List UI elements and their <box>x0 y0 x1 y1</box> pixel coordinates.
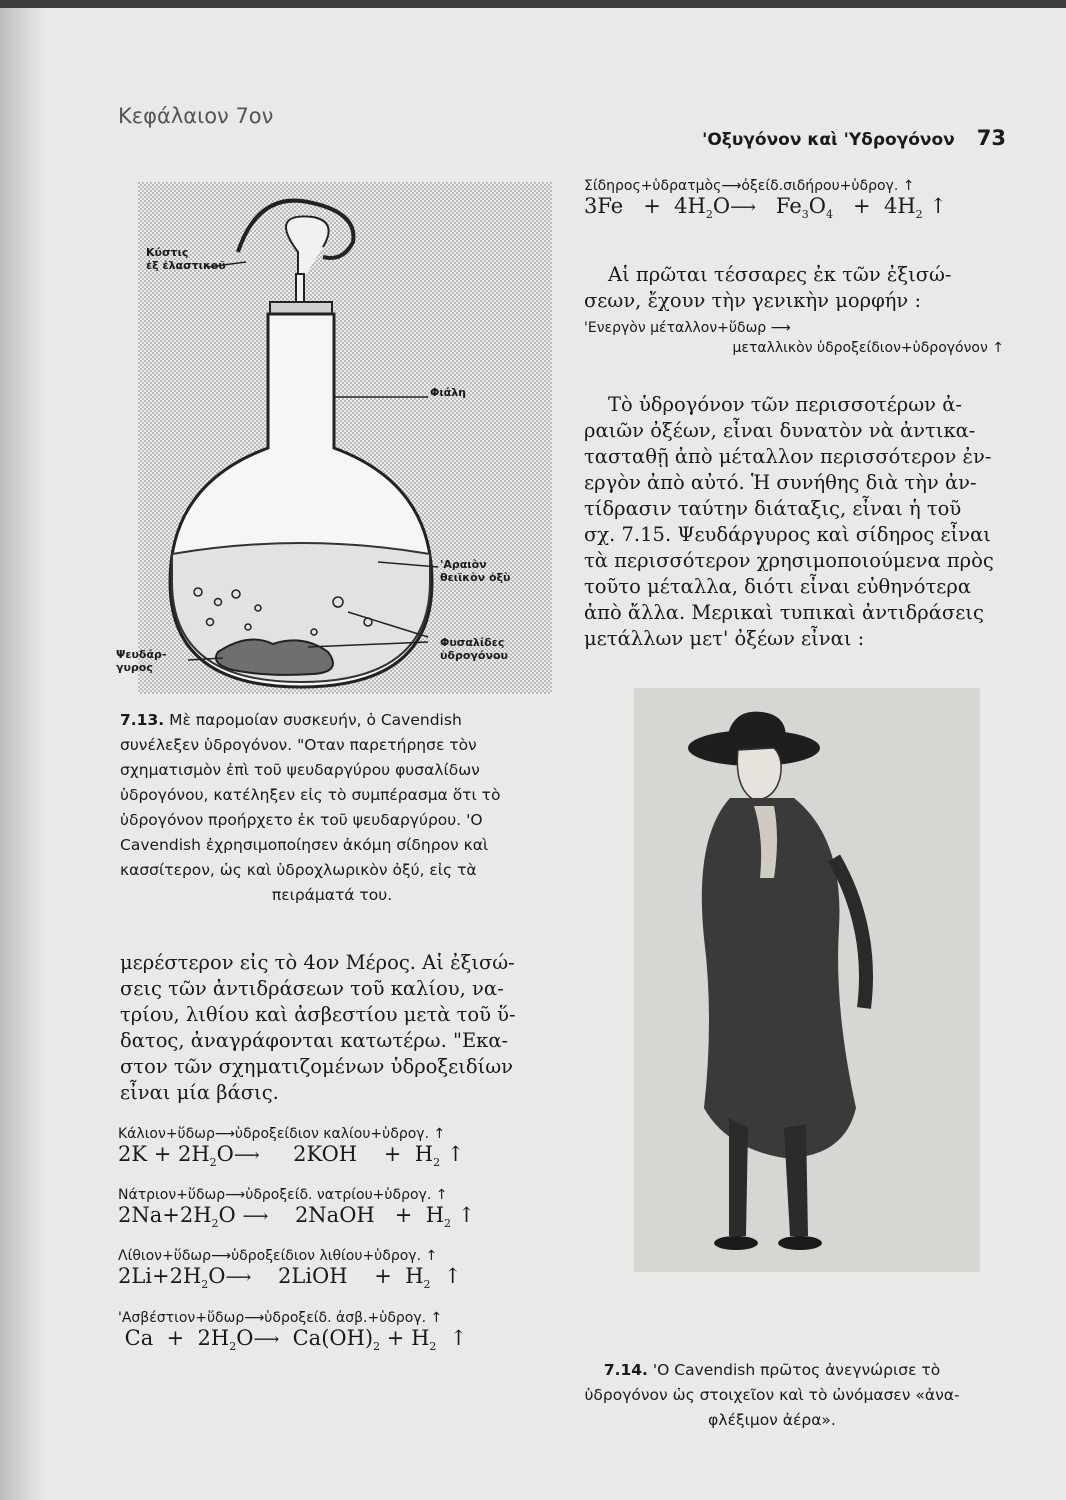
caption-7-14 <box>562 1358 982 1433</box>
chapter-header: Κεφάλαιον 7ον <box>118 104 274 128</box>
text-line: ἀπὸ ἄλλα. Μερικαὶ τυπικαὶ ἀντιδράσεις <box>584 601 984 624</box>
equation-iron: $3Fe + 4H_2O⟶$ $Fe_3O_4 + 4H_2$ ↑ <box>584 194 947 222</box>
portrait-illustration <box>634 688 980 1272</box>
word-equation-lithium: Λίθιον+ὕδωρ⟶ὑδροξείδιον λιθίου+ὑδρογ. ↑ <box>118 1248 438 1265</box>
general-equation-right: μεταλλικὸν ὑδροξείδιον+ὑδρογόνον ↑ <box>732 340 1004 356</box>
right-paragraph <box>584 392 1004 652</box>
text-line: μετάλλων μετ' ὀξέων εἶναι : <box>584 627 865 650</box>
equation-potassium: $2K + 2H_2O⟶$ 2KOH + $H_2$ ↑ <box>118 1142 465 1170</box>
caption-line: φλέξιμον ἀέρα». <box>708 1411 836 1429</box>
top-edge <box>0 0 1066 8</box>
text-line: τίδρασιν ταύτην διάταξις, εἶναι ἡ τοῦ <box>584 497 962 520</box>
caption-line: σχηματισμὸν ἐπὶ τοῦ ψευδαργύρου φυσαλίδων <box>120 761 480 779</box>
section-header <box>702 126 1006 150</box>
text-line: στον τῶν σχηματιζομένων ὑδροξειδίων <box>120 1055 514 1078</box>
general-form-text <box>584 262 1004 314</box>
word-equation-iron: Σίδηρος+ὑδρατμὸς⟶ὀξείδ.σιδήρου+ὑδρογ. ↑ <box>584 178 915 194</box>
equation-sodium: $2Na+2H_2O$ ⟶ 2NaOH + $H_2$ ↑ <box>118 1203 476 1231</box>
text-line: σεων, ἔχουν τὴν γενικὴν μορφήν : <box>584 289 922 312</box>
caption-line: πειράματά του. <box>271 886 393 904</box>
text-line: Αἱ πρῶται τέσσαρες ἐκ τῶν ἐξισώ- <box>608 263 952 286</box>
label-zinc: Ψευδάρ- γυρος <box>116 648 167 674</box>
equation-lithium: $2Li+2H_2O⟶$ 2LiOH + $H_2$ ↑ <box>118 1264 462 1292</box>
word-equation-calcium: 'Ασβέστιον+ὕδωρ⟶ὑδροξείδ. ἀσβ.+ὑδρογ. ↑ <box>118 1309 443 1326</box>
alkali-reactions <box>118 1126 538 1353</box>
label-dilute-acid: 'Αραιὸν θειϊκὸν ὀξὺ <box>440 558 511 584</box>
text-line: τασταθῇ ἀπὸ μέταλλον περισσότερον ἐν- <box>584 445 992 468</box>
caption-line: ὑδρογόνον προήρχετο ἐκ τοῦ ψευδαργύρου. 'Ο <box>120 811 483 829</box>
page-number: 73 <box>976 126 1006 150</box>
cavendish-portrait <box>634 688 980 1272</box>
caption-line: συνέλεξεν ὑδρογόνον. "Οταν παρετήρησε τὸν <box>120 736 477 754</box>
page-gutter <box>0 8 46 1500</box>
label-flask: Φιάλη <box>430 386 466 399</box>
text-line: ραιῶν ὀξέων, εἶναι δυνατὸν νὰ ἀντικα- <box>584 419 976 442</box>
equation-calcium: $Ca + 2H_2O⟶$ $Ca(OH)_2 + H_2$ ↑ <box>118 1325 468 1353</box>
caption-line: 7.14. 'Ο Cavendish πρῶτος ἀνεγνώρισε τὸ <box>603 1361 941 1379</box>
caption-line: 7.13. Μὲ παρομοίαν συσκευήν, ὁ Cavendish <box>120 711 462 729</box>
caption-7-13 <box>120 708 544 908</box>
word-equation-sodium: Νάτριον+ὕδωρ⟶ὑδροξείδ. νατρίου+ὑδρογ. ↑ <box>118 1187 448 1204</box>
iron-reaction <box>584 178 1004 221</box>
text-line: μερέστερον εἰς τὸ 4ον Μέρος. Αἱ ἐξισώ- <box>120 951 515 974</box>
text-line: σχ. 7.15. Ψευδάργυρος καὶ σίδηρος εἶναι <box>584 523 991 546</box>
text-line: σεις τῶν ἀντιδράσεων τοῦ καλίου, να- <box>120 977 504 1000</box>
text-line: εργὸν ἀπὸ αὐτό. Ἡ συνήθης διὰ τὴν ἀν- <box>584 471 977 494</box>
caption-line: Cavendish ἐχρησιμοποίησεν ἀκόμη σίδηρον καὶ <box>120 836 489 854</box>
section-title: 'Οξυγόνον καὶ 'Υδρογόνον <box>702 130 955 150</box>
caption-line: ὑδρογόνον ὡς στοιχεῖον καὶ τὸ ὠνόμασεν «ἀνα- <box>584 1386 960 1404</box>
word-equation-potassium: Κάλιον+ὕδωρ⟶ὑδροξείδιον καλίου+ὑδρογ. ↑ <box>118 1126 446 1142</box>
label-hydrogen-bubbles: Φυσαλίδες ὑδρογόνου <box>440 636 508 662</box>
general-form-equation <box>584 320 1004 356</box>
left-paragraph <box>120 950 548 1106</box>
text-line: εἶναι μία βάσις. <box>120 1081 279 1104</box>
text-line: Τὸ ὑδρογόνον τῶν περισσοτέρων ἀ- <box>608 393 962 416</box>
general-equation-left: 'Ενεργὸν μέταλλον+ὕδωρ ⟶ <box>584 320 791 336</box>
label-bladder: Κύστις ἐξ ἐλαστικοῦ <box>146 246 226 272</box>
text-line: τὰ περισσότερον χρησιμοποιούμενα πρὸς <box>584 549 994 572</box>
figure-flask-apparatus <box>116 182 552 694</box>
text-line: τρίου, λιθίου καὶ ἀσβεστίου μετὰ τοῦ ὕ- <box>120 1003 516 1026</box>
caption-line: ὑδρογόνου, κατέληξεν εἰς τὸ συμπέρασμα ὅτι τὸ <box>120 786 501 804</box>
caption-line: κασσίτερον, ὡς καὶ ὑδροχλωρικὸν ὀξύ, εἰς τὰ <box>120 861 477 879</box>
text-line: τοῦτο μέταλλα, διότι εἶναι εὐθηνότερα <box>584 575 971 598</box>
text-line: δατος, ἀναγράφονται κατωτέρω. "Εκα- <box>120 1029 509 1052</box>
